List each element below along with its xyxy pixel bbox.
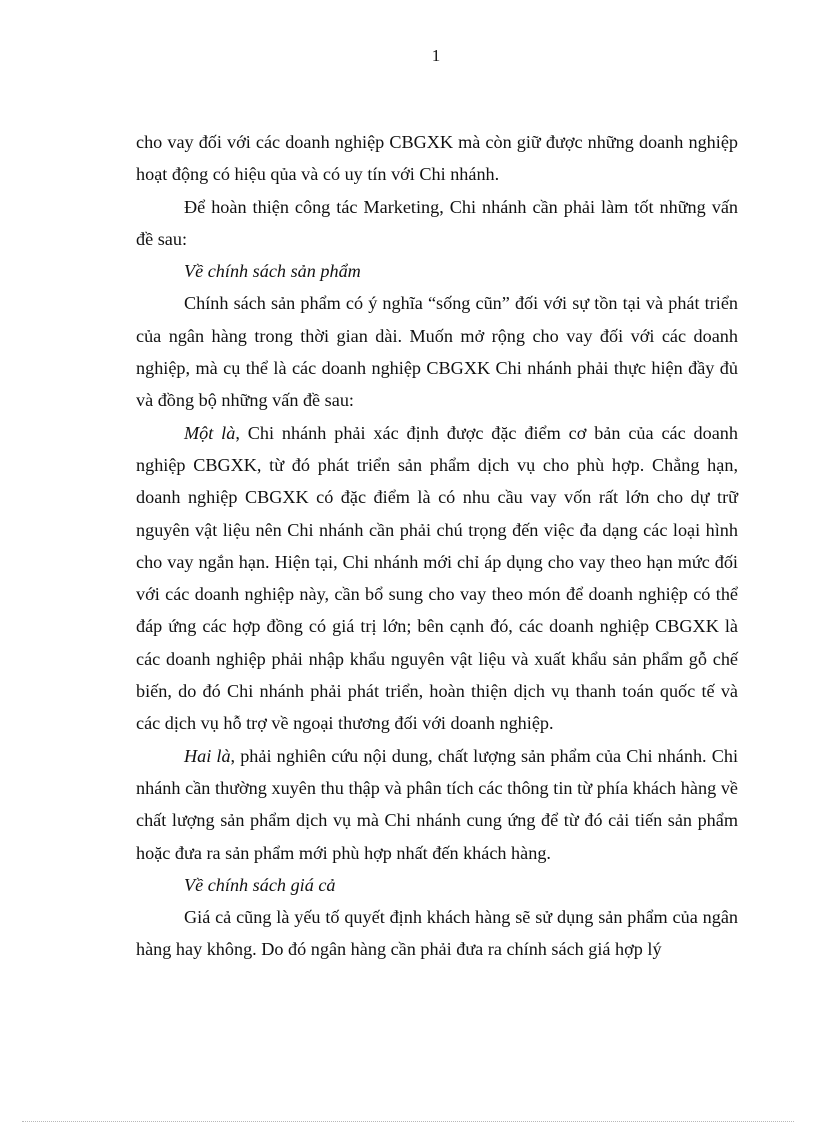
paragraph-text: Giá cả cũng là yếu tố quyết định khách hàng sẽ sử dụng sản phẩm của ngân hàng hay không. Do đó ngân hàng cần phải đưa ra chính sách giá hợp lý	[136, 907, 738, 960]
paragraph	[136, 417, 738, 740]
paragraph-text: Để hoàn thiện công tác Marketing, Chi nhánh cần phải làm tốt những vấn đề sau:	[136, 196, 738, 249]
section-heading-text: Về chính sách sản phẩm	[184, 261, 361, 282]
paragraph	[136, 287, 738, 416]
paragraph-text: Chính sách sản phẩm có ý nghĩa “sống cũn” đối với sự tồn tại và phát triển của ngân hàng trong thời gian dài. Muốn mở rộng cho vay đối với các doanh nghiệp, mà cụ thể là các doanh nghiệp CBGXK Chi nhánh phải thực hiện đầy đủ và đồng bộ những vấn đề sau:	[136, 293, 738, 411]
paragraph-text: cho vay đối với các doanh nghiệp CBGXK mà còn giữ được những doanh nghiệp hoạt động có hiệu qủa và có uy tín với Chi nhánh.	[136, 132, 738, 185]
paragraph-text: , phải nghiên cứu nội dung, chất lượng sản phẩm của Chi nhánh. Chi nhánh cần thường xuyên thu thập và phân tích các thông tin từ phía khách hàng về chất lượng sản phẩm dịch vụ mà Chi nhánh cung ứng để từ đó cải tiến sản phẩm hoặc đưa ra sản phẩm mới phù hợp nhất đến khách hàng.	[136, 745, 738, 863]
paragraph	[136, 191, 738, 256]
page-number: 1	[431, 46, 441, 65]
paragraph-text: , Chi nhánh phải xác định được đặc điểm cơ bản của các doanh nghiệp CBGXK, từ đó phát triển sản phẩm dịch vụ cho phù hợp. Chẳng hạn, doanh nghiệp CBGXK có đặc điểm là có nhu cầu vay vốn rất lớn cho dự trữ nguyên vật liệu nên Chi nhánh cần phải chú trọng đến việc đa dạng các loại hình cho vay ngắn hạn. Hiện tại, Chi nhánh mới chỉ áp dụng cho vay theo hạn mức đối với các doanh nghiệp này, cần bổ sung cho vay theo món để doanh nghiệp có thể đáp ứng các hợp đồng có giá trị lớn; bên cạnh đó, các doanh nghiệp CBGXK là các doanh nghiệp phải nhập khẩu nguyên vật liệu và xuất khẩu sản phẩm gỗ chế biến, do đó Chi nhánh phải phát triển, hoàn thiện dịch vụ thanh toán quốc tế và các dịch vụ hỗ trợ về ngoại thương đối với doanh nghiệp.	[136, 422, 738, 734]
page-bottom-divider	[22, 1121, 794, 1122]
paragraph-lead: Hai là	[184, 745, 231, 766]
section-heading	[136, 869, 738, 901]
section-heading	[136, 255, 738, 287]
paragraph	[136, 740, 738, 869]
paragraph-lead: Một là	[184, 422, 236, 443]
section-heading-text: Về chính sách giá cả	[184, 874, 336, 895]
paragraph	[136, 126, 738, 191]
document-body	[136, 126, 738, 966]
paragraph	[136, 901, 738, 966]
